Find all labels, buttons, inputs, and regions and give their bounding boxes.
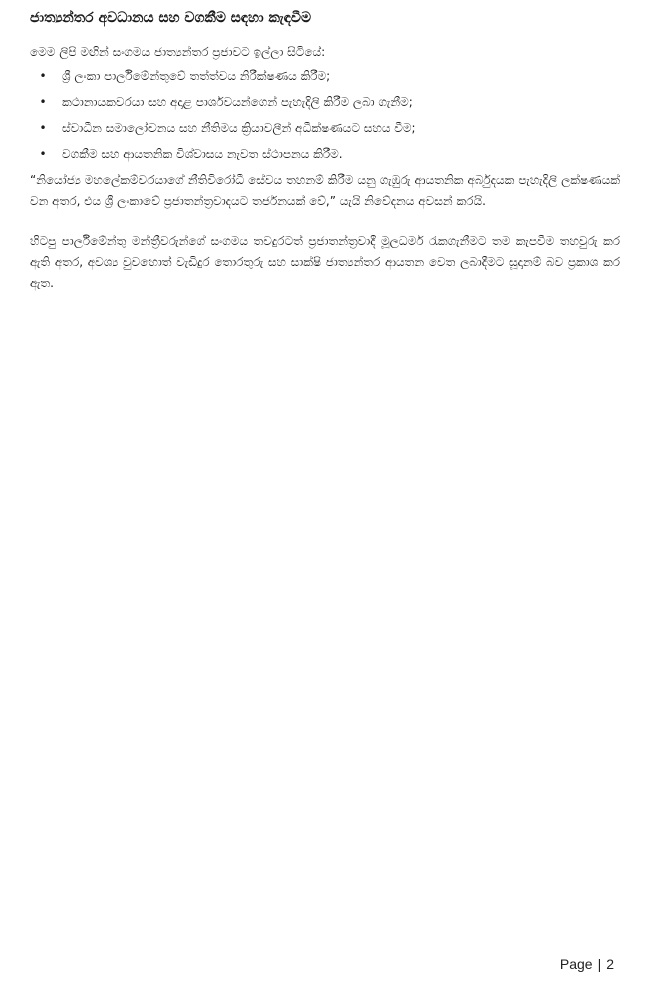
bullet-item — [30, 68, 620, 94]
bullet-text: කථානායකවරයා සහ අදාළ පාර්ශවයන්ගෙන් පැහැදිලි කිරීම ලබා ගැනීම; — [62, 95, 413, 109]
page-label: Page — [559, 956, 593, 972]
bullet-text: වගකීම සහ ආයතනික විශ්වාසය නැවත ස්ථාපනය කිරීම. — [62, 147, 343, 161]
bullet-icon: • — [39, 69, 47, 83]
bullet-item — [30, 146, 620, 172]
bullet-icon: • — [39, 121, 47, 135]
section-heading: ජාත්‍යන්තර අවධානය සහ වගකීම සඳහා කැඳවීම — [30, 10, 312, 26]
bullet-icon: • — [39, 147, 47, 161]
bullet-item — [30, 120, 620, 146]
bullet-list — [30, 68, 620, 172]
bullet-icon: • — [39, 95, 47, 109]
intro-line: මෙම ලිපි මඟින් සංගමය ජාත්‍යන්තර ප්‍රජාවට ඉල්ලා සිටියේ: — [30, 45, 326, 59]
closing-paragraph: හිටපු පාර්ලිමේන්තු මන්ත්‍රීවරුන්ගේ සංගමය තවදුරටත් ප්‍රජාතන්ත්‍රවාදී මූලධර්ම රැකගැනීමට තම කැපවීම තහවුරු කර ඇති අතර, අවශ්‍ය වුවහොත් වැඩිදුර තොරතුරු සහ සාක්ෂි ජාත්‍යන්තර ආයතන වෙත ලබාදීමට සූදානම් බව ප්‍රකාශ කර ඇත. — [30, 234, 620, 290]
page-footer — [560, 956, 614, 972]
page-separator: | — [597, 956, 602, 972]
bullet-text: ස්වාධීන සමාලෝචනය සහ නීතිමය ක්‍රියාවලීන් අධීක්ෂණයට සහය වීම; — [62, 121, 416, 135]
quote-paragraph: “නියෝජ්‍ය මහලේකම්වරයාගේ නීතිවිරෝධී සේවය තහනම් කිරීම යනු ගැඹුරු ආයතනික අර්බුදයක පැහැදිලි ලක්ෂණයක් වන අතර, එය ශ්‍රී ලංකාවේ ප්‍රජාතන්ත්‍රවාදයට තර්ජනයක් වේ,” යැයි නිවේදනය අවසන් කරයි. — [30, 173, 620, 208]
page-number: 2 — [606, 956, 614, 972]
bullet-text: ශ්‍රී ලංකා පාර්ලිමේන්තුවේ තත්ත්වය නිරීක්ෂණය කිරීම; — [62, 69, 331, 83]
bullet-item — [30, 94, 620, 120]
